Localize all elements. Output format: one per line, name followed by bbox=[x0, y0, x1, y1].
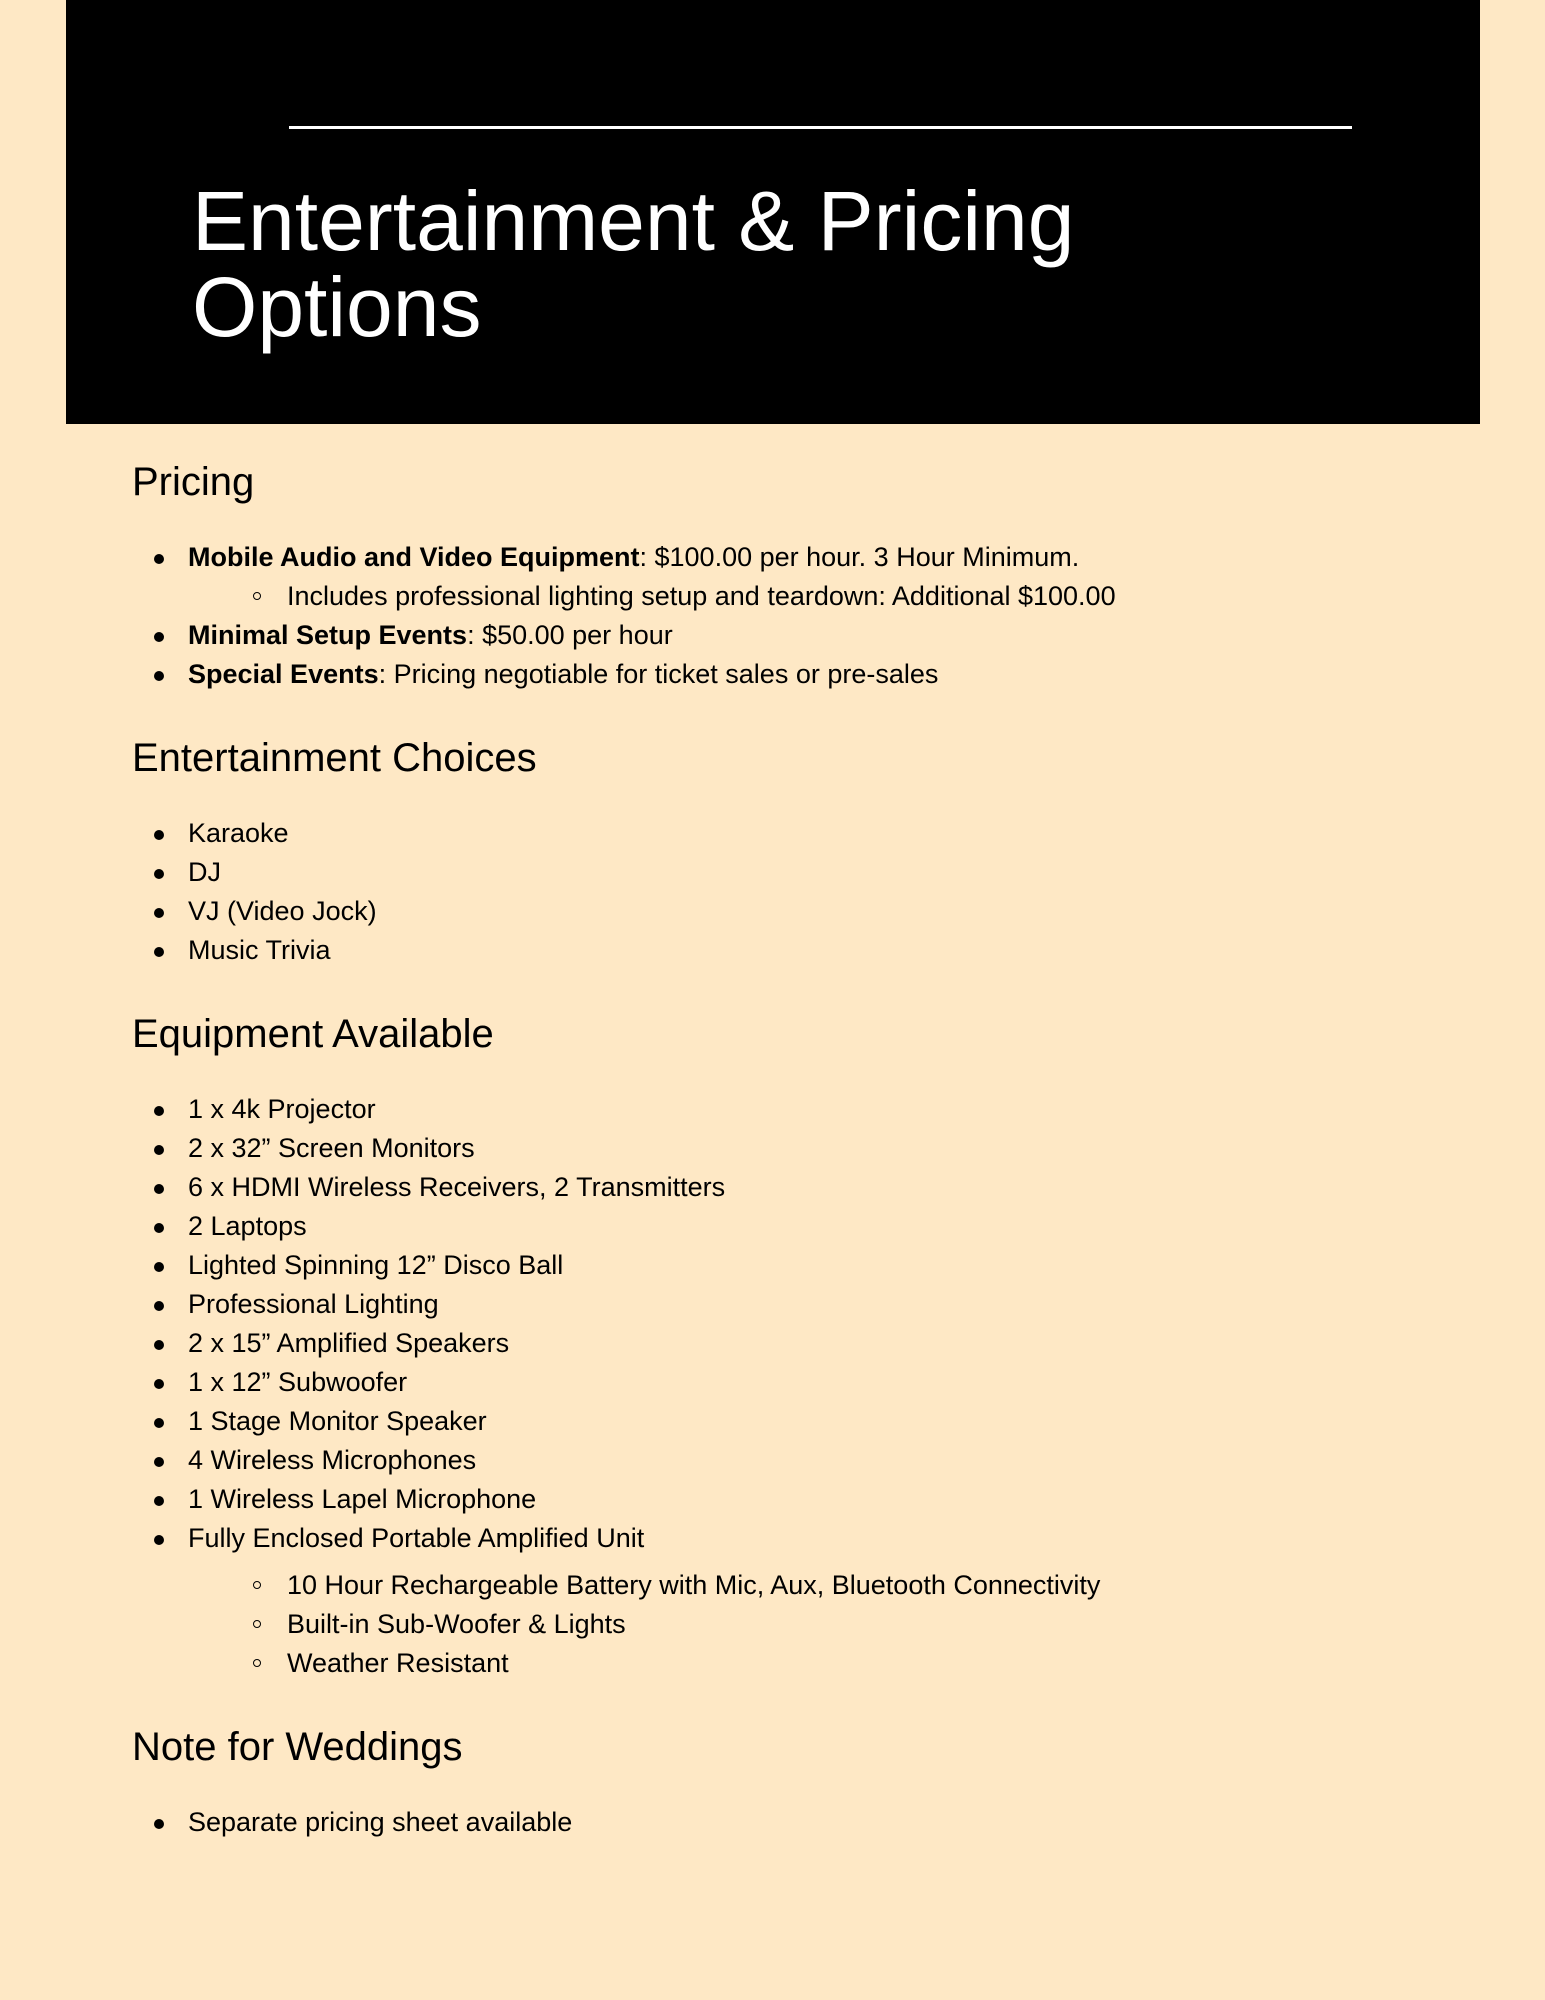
sub-item-text: Weather Resistant bbox=[287, 1648, 509, 1678]
entertainment-heading: Entertainment Choices bbox=[132, 736, 537, 780]
item-text: Music Trivia bbox=[188, 935, 331, 965]
item-text: Separate pricing sheet available bbox=[188, 1807, 573, 1837]
item-detail: : $100.00 per hour. 3 Hour Minimum. bbox=[639, 542, 1080, 572]
weddings-section bbox=[132, 1723, 1432, 1842]
item-detail: : Pricing negotiable for ticket sales or pre-sales bbox=[378, 659, 939, 689]
sub-list-item bbox=[188, 1605, 1432, 1644]
bullet-icon bbox=[154, 1496, 164, 1506]
page-title-line-2: Options bbox=[192, 260, 482, 354]
bullet-icon bbox=[154, 671, 164, 681]
item-text: 2 x 32” Screen Monitors bbox=[188, 1133, 475, 1163]
list-item bbox=[132, 1324, 1432, 1363]
item-label: Minimal Setup Events bbox=[188, 620, 468, 650]
list-item bbox=[132, 1090, 1432, 1129]
bullet-icon bbox=[154, 1184, 164, 1194]
equipment-list bbox=[132, 1090, 1432, 1683]
list-item bbox=[132, 1207, 1432, 1246]
bullet-icon bbox=[154, 869, 164, 879]
sub-list-item bbox=[188, 577, 1432, 616]
pricing-list bbox=[132, 538, 1432, 694]
list-item bbox=[132, 616, 1432, 655]
equipment-heading: Equipment Available bbox=[132, 1012, 494, 1056]
entertainment-section bbox=[132, 734, 1432, 970]
item-label: Mobile Audio and Video Equipment bbox=[188, 542, 640, 572]
bullet-icon bbox=[154, 1301, 164, 1311]
bullet-icon bbox=[154, 1418, 164, 1428]
item-text: Fully Enclosed Portable Amplified Unit bbox=[188, 1523, 645, 1553]
item-text: Professional Lighting bbox=[188, 1289, 439, 1319]
weddings-list bbox=[132, 1803, 1432, 1842]
bullet-icon bbox=[154, 1379, 164, 1389]
list-item bbox=[132, 1519, 1432, 1683]
list-item bbox=[132, 892, 1432, 931]
bullet-icon bbox=[154, 632, 164, 642]
item-text: VJ (Video Jock) bbox=[188, 896, 377, 926]
document-body bbox=[132, 458, 1432, 1882]
list-item bbox=[132, 538, 1432, 616]
hollow-bullet-icon bbox=[253, 1659, 261, 1667]
equipment-sublist bbox=[188, 1566, 1432, 1683]
list-item bbox=[132, 853, 1432, 892]
list-item bbox=[132, 931, 1432, 970]
list-item bbox=[132, 1441, 1432, 1480]
list-item bbox=[132, 1480, 1432, 1519]
pricing-sublist bbox=[188, 577, 1432, 616]
list-item bbox=[132, 655, 1432, 694]
hollow-bullet-icon bbox=[253, 1620, 261, 1628]
list-item bbox=[132, 814, 1432, 853]
sub-item-text: Built-in Sub-Woofer & Lights bbox=[287, 1609, 626, 1639]
pricing-heading: Pricing bbox=[132, 460, 255, 504]
item-text: 1 x 12” Subwoofer bbox=[188, 1367, 408, 1397]
hollow-bullet-icon bbox=[253, 592, 261, 600]
bullet-icon bbox=[154, 908, 164, 918]
item-label: Special Events bbox=[188, 659, 379, 689]
bullet-icon bbox=[154, 1145, 164, 1155]
bullet-icon bbox=[154, 554, 164, 564]
page-title-line-1: Entertainment & Pricing bbox=[192, 174, 1075, 268]
bullet-icon bbox=[154, 1223, 164, 1233]
item-text: 1 x 4k Projector bbox=[188, 1094, 376, 1124]
bullet-icon bbox=[154, 1106, 164, 1116]
list-item bbox=[132, 1803, 1432, 1842]
header-divider bbox=[289, 126, 1352, 129]
bullet-icon bbox=[154, 830, 164, 840]
sub-item-text: Includes professional lighting setup and teardown: Additional $100.00 bbox=[287, 581, 1116, 611]
entertainment-list bbox=[132, 814, 1432, 970]
item-text: 6 x HDMI Wireless Receivers, 2 Transmitters bbox=[188, 1172, 726, 1202]
bullet-icon bbox=[154, 1340, 164, 1350]
item-text: Lighted Spinning 12” Disco Ball bbox=[188, 1250, 564, 1280]
list-item bbox=[132, 1246, 1432, 1285]
item-text: 4 Wireless Microphones bbox=[188, 1445, 477, 1475]
item-text: DJ bbox=[188, 857, 221, 887]
list-item bbox=[132, 1129, 1432, 1168]
list-item bbox=[132, 1285, 1432, 1324]
bullet-icon bbox=[154, 1535, 164, 1545]
hollow-bullet-icon bbox=[253, 1581, 261, 1589]
bullet-icon bbox=[154, 1819, 164, 1829]
item-text: 1 Stage Monitor Speaker bbox=[188, 1406, 487, 1436]
item-text: 1 Wireless Lapel Microphone bbox=[188, 1484, 537, 1514]
item-text: 2 Laptops bbox=[188, 1211, 307, 1241]
list-item bbox=[132, 1402, 1432, 1441]
header-banner bbox=[66, 0, 1480, 424]
bullet-icon bbox=[154, 1457, 164, 1467]
sub-item-text: 10 Hour Rechargeable Battery with Mic, Aux, Bluetooth Connectivity bbox=[287, 1570, 1101, 1600]
equipment-section bbox=[132, 1010, 1432, 1683]
item-detail: : $50.00 per hour bbox=[467, 620, 673, 650]
item-text: 2 x 15” Amplified Speakers bbox=[188, 1328, 510, 1358]
weddings-heading: Note for Weddings bbox=[132, 1725, 463, 1769]
sub-list-item bbox=[188, 1644, 1432, 1683]
list-item bbox=[132, 1363, 1432, 1402]
page-title bbox=[192, 174, 1392, 354]
sub-list-item bbox=[188, 1566, 1432, 1605]
bullet-icon bbox=[154, 1262, 164, 1272]
bullet-icon bbox=[154, 947, 164, 957]
item-text: Karaoke bbox=[188, 818, 289, 848]
pricing-section bbox=[132, 458, 1432, 694]
list-item bbox=[132, 1168, 1432, 1207]
